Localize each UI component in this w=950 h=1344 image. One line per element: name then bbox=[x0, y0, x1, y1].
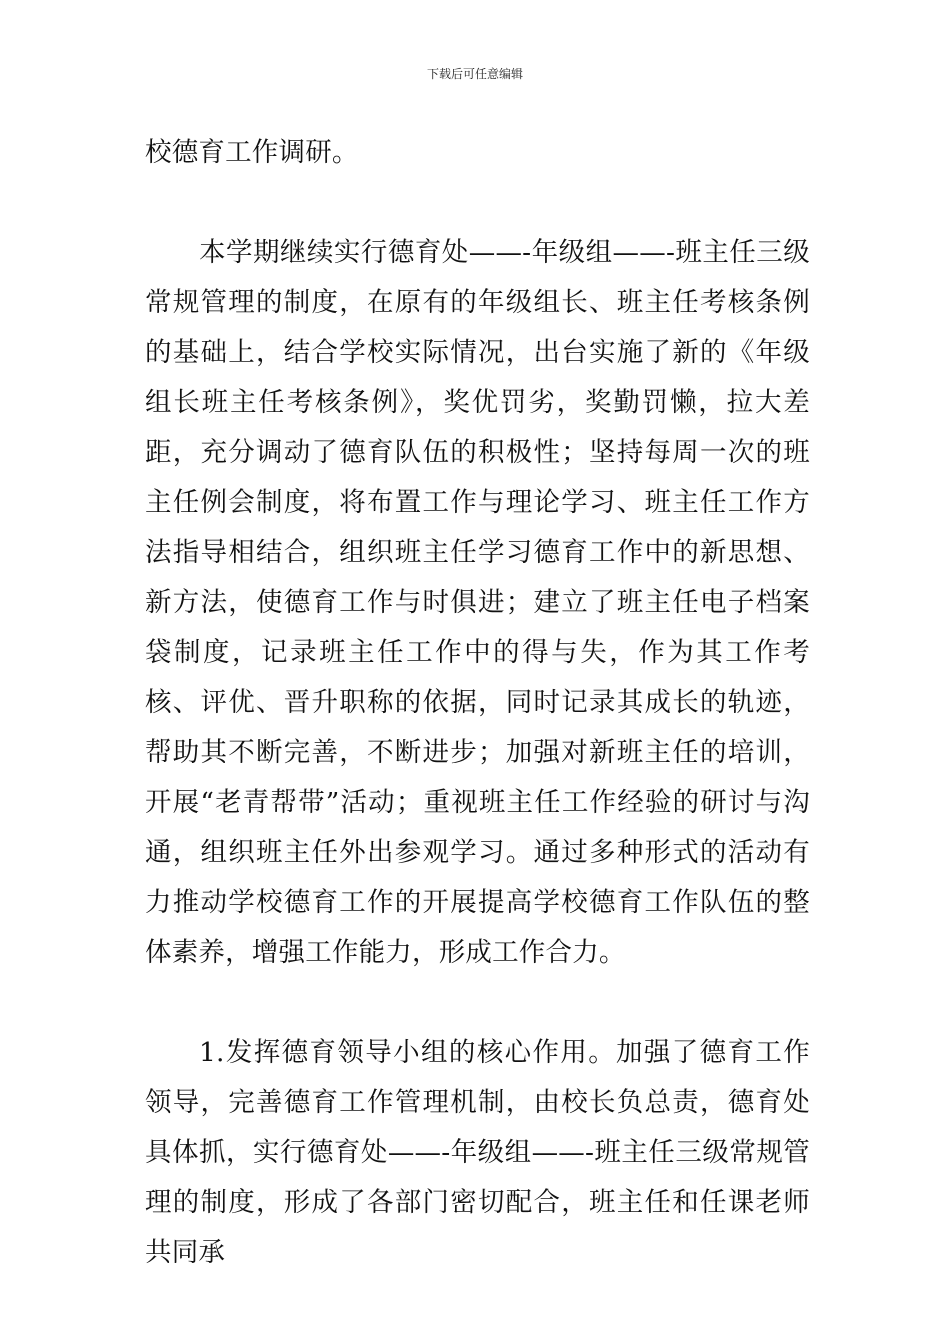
document-body bbox=[145, 128, 810, 1278]
page-header-note: 下载后可任意编辑 bbox=[426, 67, 523, 81]
paragraph-management-system: 本学期继续实行德育处——-年级组——-班主任三级常规管理的制度，在原有的年级组长、班主任考核条例的基础上，结合学校实际情况，出台实施了新的《年级组长班主任考核条例》，奖优罚劣，奖勤罚懒，拉大差距，充分调动了德育队伍的积极性；坚持每周一次的班主任例会制度，将布置工作与理论学习、班主任工作方法指导相结合，组织班主任学习德育工作中的新思想、新方法，使德育工作与时俱进；建立了班主任电子档案袋制度，记录班主任工作中的得与失，作为其工作考核、评优、晋升职称的依据，同时记录其成长的轨迹，帮助其不断完善，不断进步；加强对新班主任的培训，开展“老青帮带”活动；重视班主任工作经验的研讨与沟通，组织班主任外出参观学习。通过多种形式的活动有力推动学校德育工作的开展提高学校德育工作队伍的整体素养，增强工作能力，形成工作合力。 bbox=[145, 237, 810, 968]
paragraph-leadership-group: 1.发挥德育领导小组的核心作用。加强了德育工作领导，完善德育工作管理机制，由校长负总责，德育处具体抓，实行德育处——-年级组——-班主任三级常规管理的制度，形成了各部门密切配合，班主任和任课老师共同承 bbox=[145, 1037, 810, 1268]
paragraph-continuation: 校德育工作调研。 bbox=[145, 137, 359, 168]
